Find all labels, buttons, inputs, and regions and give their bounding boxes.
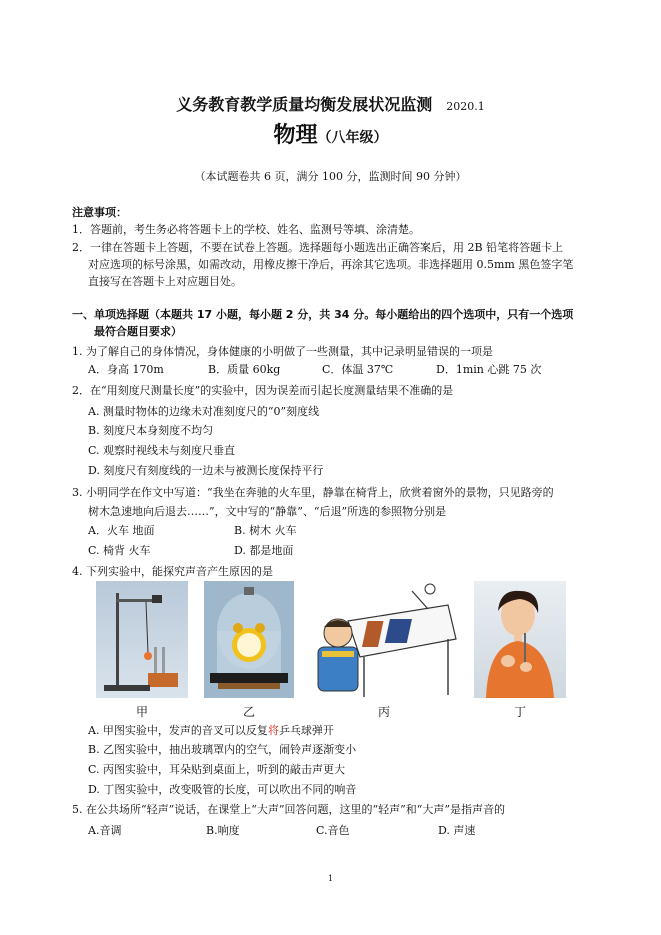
- figure-jia-tuning-fork: [96, 581, 188, 698]
- q4-option-d: D. 丁图实验中，改变吸管的长度，可以吹出不同的响音: [88, 783, 357, 796]
- q1-option-b: B．质量 60kg: [208, 363, 281, 376]
- figure-yi-bell-jar: [204, 581, 294, 698]
- figure-bing-table-listening: [308, 581, 460, 698]
- notice-item-2c: 直接写在答题卡上对应题目处。: [88, 275, 242, 288]
- notice-heading: 注意事项：: [72, 206, 127, 219]
- figure-ding-straw: [474, 581, 566, 698]
- q2-option-d: D. 刻度尺有刻度线的一边未与被测长度保持平行: [88, 464, 324, 477]
- section1-heading-b: 最符合题目要求）: [94, 325, 182, 338]
- caption-bing: 丙: [377, 705, 390, 719]
- q2-option-c: C. 观察时视线未与刻度尺垂直: [88, 444, 236, 457]
- q4-option-a-red: 将: [267, 724, 279, 737]
- q5-option-d: D. 声速: [438, 824, 476, 837]
- subject-name: 物理: [273, 123, 318, 148]
- q1-option-a: A．身高 170m: [88, 363, 164, 376]
- q2-option-b: B. 刻度尺本身刻度不均匀: [88, 424, 214, 437]
- q4-option-a-pre: A. 甲图实验中，发声的音叉可以反复: [88, 724, 268, 737]
- exam-title-text: 义务教育教学质量均衡发展状况监测: [176, 95, 433, 114]
- q5-option-b: B.响度: [206, 824, 240, 837]
- q4-option-c: C. 丙图实验中，耳朵贴到桌面上，听到的敲击声更大: [88, 763, 346, 776]
- q5-option-c: C.音色: [316, 824, 350, 837]
- subject-grade: （八年级）: [317, 130, 388, 146]
- q4-option-a-post: 乒乓球弹开: [278, 724, 334, 737]
- q4-option-b: B. 乙图实验中，抽出玻璃罩内的空气，闹铃声逐渐变小: [88, 743, 357, 756]
- exam-year: 2020.1: [446, 100, 485, 113]
- q1-option-c: C．体温 37℃: [322, 363, 394, 376]
- q1-stem: 1. 为了解自己的身体情况，身体健康的小明做了一些测量，其中记录明显错误的一项是: [72, 345, 493, 358]
- q5-stem: 5. 在公共场所“轻声”说话，在课堂上“大声”回答问题，这里的“轻声”和“大声”是指声音的: [72, 803, 505, 816]
- exam-subject: [0, 118, 661, 149]
- q3-option-c: C. 椅背 火车: [88, 544, 151, 557]
- exam-info: （本试题卷共 6 页，满分 100 分，监测时间 90 分钟）: [194, 170, 467, 183]
- q2-stem: 2．在“用刻度尺测量长度”的实验中，因为误差而引起长度测量结果不准确的是: [72, 384, 454, 397]
- section1-heading-a: 一、单项选择题（本题共 17 小题，每小题 2 分，共 34 分。每小题给出的四个选项中，只有一个选项: [72, 308, 574, 321]
- notice-item-1: 1．答题前，考生务必将答题卡上的学校、姓名、监测号等填、涂清楚。: [72, 223, 420, 236]
- q3-stem-b: 树木急速地向后退去……”，文中写的“静靠”、“后退”所选的参照物分别是: [88, 505, 447, 518]
- q5-option-a: A.音调: [88, 824, 122, 837]
- q3-option-b: B. 树木 火车: [234, 524, 297, 537]
- notice-item-2a: 2．一律在答题卡上答题，不要在试卷上答题。选择题每小题选出正确答案后，用 2B 铅笔将答题卡上: [72, 241, 564, 254]
- page-number: 1: [327, 874, 334, 883]
- q2-option-a: A. 测量时物体的边缘未对准刻度尺的“0”刻度线: [88, 405, 320, 418]
- caption-yi: 乙: [242, 705, 255, 719]
- caption-ding: 丁: [513, 705, 526, 719]
- q3-option-d: D. 都是地面: [234, 544, 294, 557]
- q3-stem-a: 3. 小明同学在作文中写道：“我坐在奔驰的火车里，静靠在椅背上，欣赏着窗外的景物，只见路旁的: [72, 486, 554, 499]
- exam-title: [0, 92, 661, 115]
- caption-jia: 甲: [135, 705, 148, 719]
- notice-item-2b: 对应选项的标号涂黑，如需改动，用橡皮擦干净后，再涂其它选项。非选择题用 0.5mm 黑色签字笔: [88, 258, 574, 271]
- q3-option-a: A．火车 地面: [88, 524, 155, 537]
- q4-option-a: [88, 722, 334, 738]
- q4-stem: 4. 下列实验中，能探究声音产生原因的是: [72, 565, 273, 578]
- q1-option-d: D．1min 心跳 75 次: [436, 363, 542, 376]
